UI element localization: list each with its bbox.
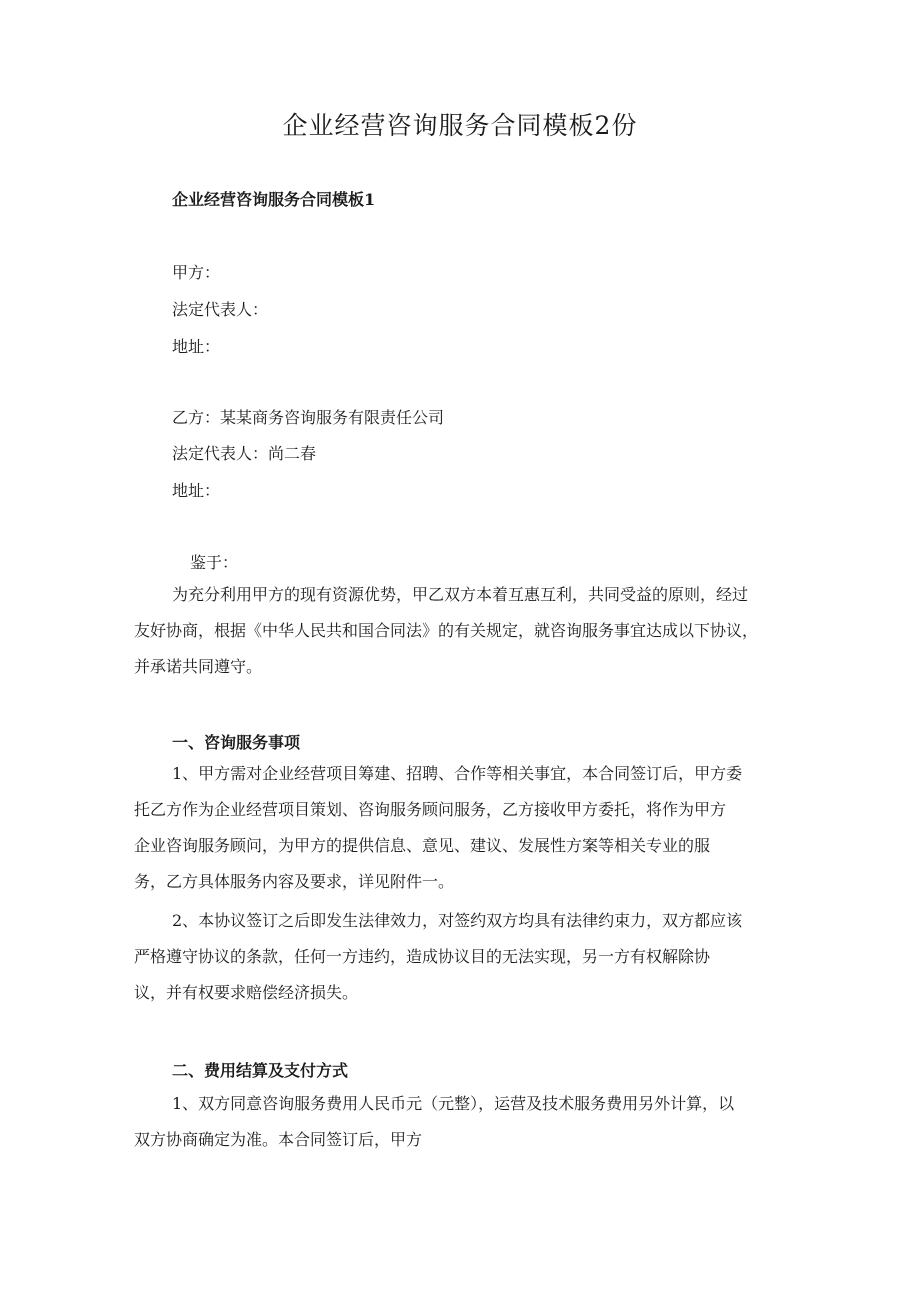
intro-line: 并承诺共同遵守。 bbox=[134, 657, 263, 676]
section2-heading: 二、费用结算及支付方式 bbox=[172, 1061, 349, 1080]
party-b-representative: 法定代表人：尚二春 bbox=[172, 444, 317, 463]
intro-line: 为充分利用甲方的现有资源优势，甲乙双方本着互惠互利，共同受益的原则，经过 bbox=[172, 585, 749, 604]
intro-paragraph bbox=[134, 577, 780, 685]
section1-item1-line: 企业咨询服务顾问，为甲方的提供信息、意见、建议、发展性方案等相关专业的服 bbox=[134, 836, 711, 855]
whereas-label: 鉴于： bbox=[190, 553, 239, 572]
section1-heading: 一、咨询服务事项 bbox=[172, 733, 301, 752]
party-b-label: 乙方：某某商务咨询服务有限责任公司 bbox=[172, 408, 445, 427]
section1-item2-line: 严格遵守协议的条款，任何一方违约，造成协议目的无法实现，另一方有权解除协 bbox=[134, 947, 711, 966]
section1-item2 bbox=[134, 903, 780, 1011]
section1-item2-line: 2、本协议签订之后即发生法律效力，对签约双方均具有法律约束力，双方都应该 bbox=[172, 911, 743, 930]
contract-subtitle: 企业经营咨询服务合同模板1 bbox=[172, 190, 376, 209]
section1-item1 bbox=[134, 756, 780, 900]
party-a-representative: 法定代表人： bbox=[172, 300, 269, 319]
section1-item2-line: 议，并有权要求赔偿经济损失。 bbox=[134, 983, 359, 1002]
document-title: 企业经营咨询服务合同模板2份 bbox=[282, 111, 638, 140]
party-a-address: 地址： bbox=[172, 337, 221, 356]
party-b-address: 地址： bbox=[172, 481, 221, 500]
section1-item1-line: 托乙方作为企业经营项目策划、咨询服务顾问服务，乙方接收甲方委托，将作为甲方 bbox=[134, 800, 727, 819]
section2-item1-line: 双方协商确定为准。本合同签订后，甲方 bbox=[134, 1130, 423, 1149]
intro-line: 友好协商，根据《中华人民共和国合同法》的有关规定，就咨询服务事宜达成以下协议， bbox=[134, 621, 759, 640]
section2-item1-line: 1、双方同意咨询服务费用人民币元（元整），运营及技术服务费用另外计算，以 bbox=[172, 1094, 735, 1113]
section2-item1 bbox=[134, 1086, 780, 1158]
section1-item1-line: 1、甲方需对企业经营项目筹建、招聘、合作等相关事宜，本合同签订后，甲方委 bbox=[172, 764, 743, 783]
section1-item1-line: 务，乙方具体服务内容及要求，详见附件一。 bbox=[134, 872, 455, 891]
party-a-label: 甲方： bbox=[172, 263, 221, 282]
